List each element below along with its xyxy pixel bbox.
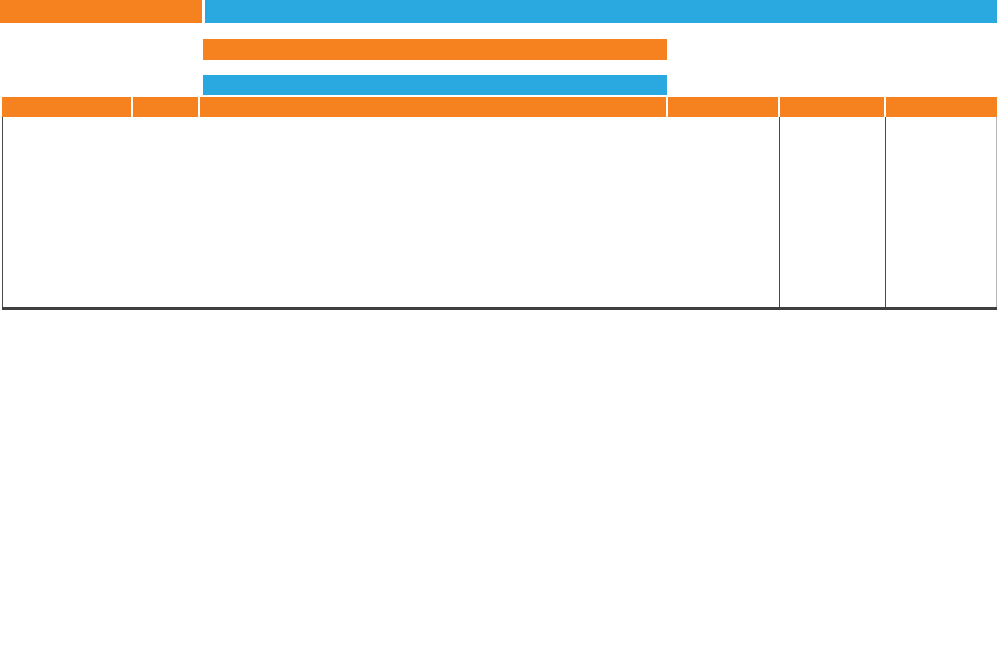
table-body [2, 117, 997, 307]
page-title [205, 0, 997, 23]
total-merged-cell [886, 117, 997, 307]
header-qty [133, 97, 200, 117]
main-rows-section [3, 117, 668, 307]
lower-section [3, 117, 997, 307]
values-columns [668, 117, 997, 307]
month1-merged-cell [668, 117, 780, 307]
election-badge [0, 0, 202, 23]
sheet-title-banner [203, 75, 667, 95]
header-month1 [668, 97, 780, 117]
header-month2 [780, 97, 886, 117]
header-description [200, 97, 668, 117]
table-header-row [2, 97, 997, 117]
source-caption [42, 616, 48, 639]
month2-merged-cell [780, 117, 886, 307]
spreadsheet-table [2, 97, 997, 310]
header-item [2, 97, 133, 117]
header-total [886, 97, 997, 117]
period-banner [203, 39, 667, 60]
